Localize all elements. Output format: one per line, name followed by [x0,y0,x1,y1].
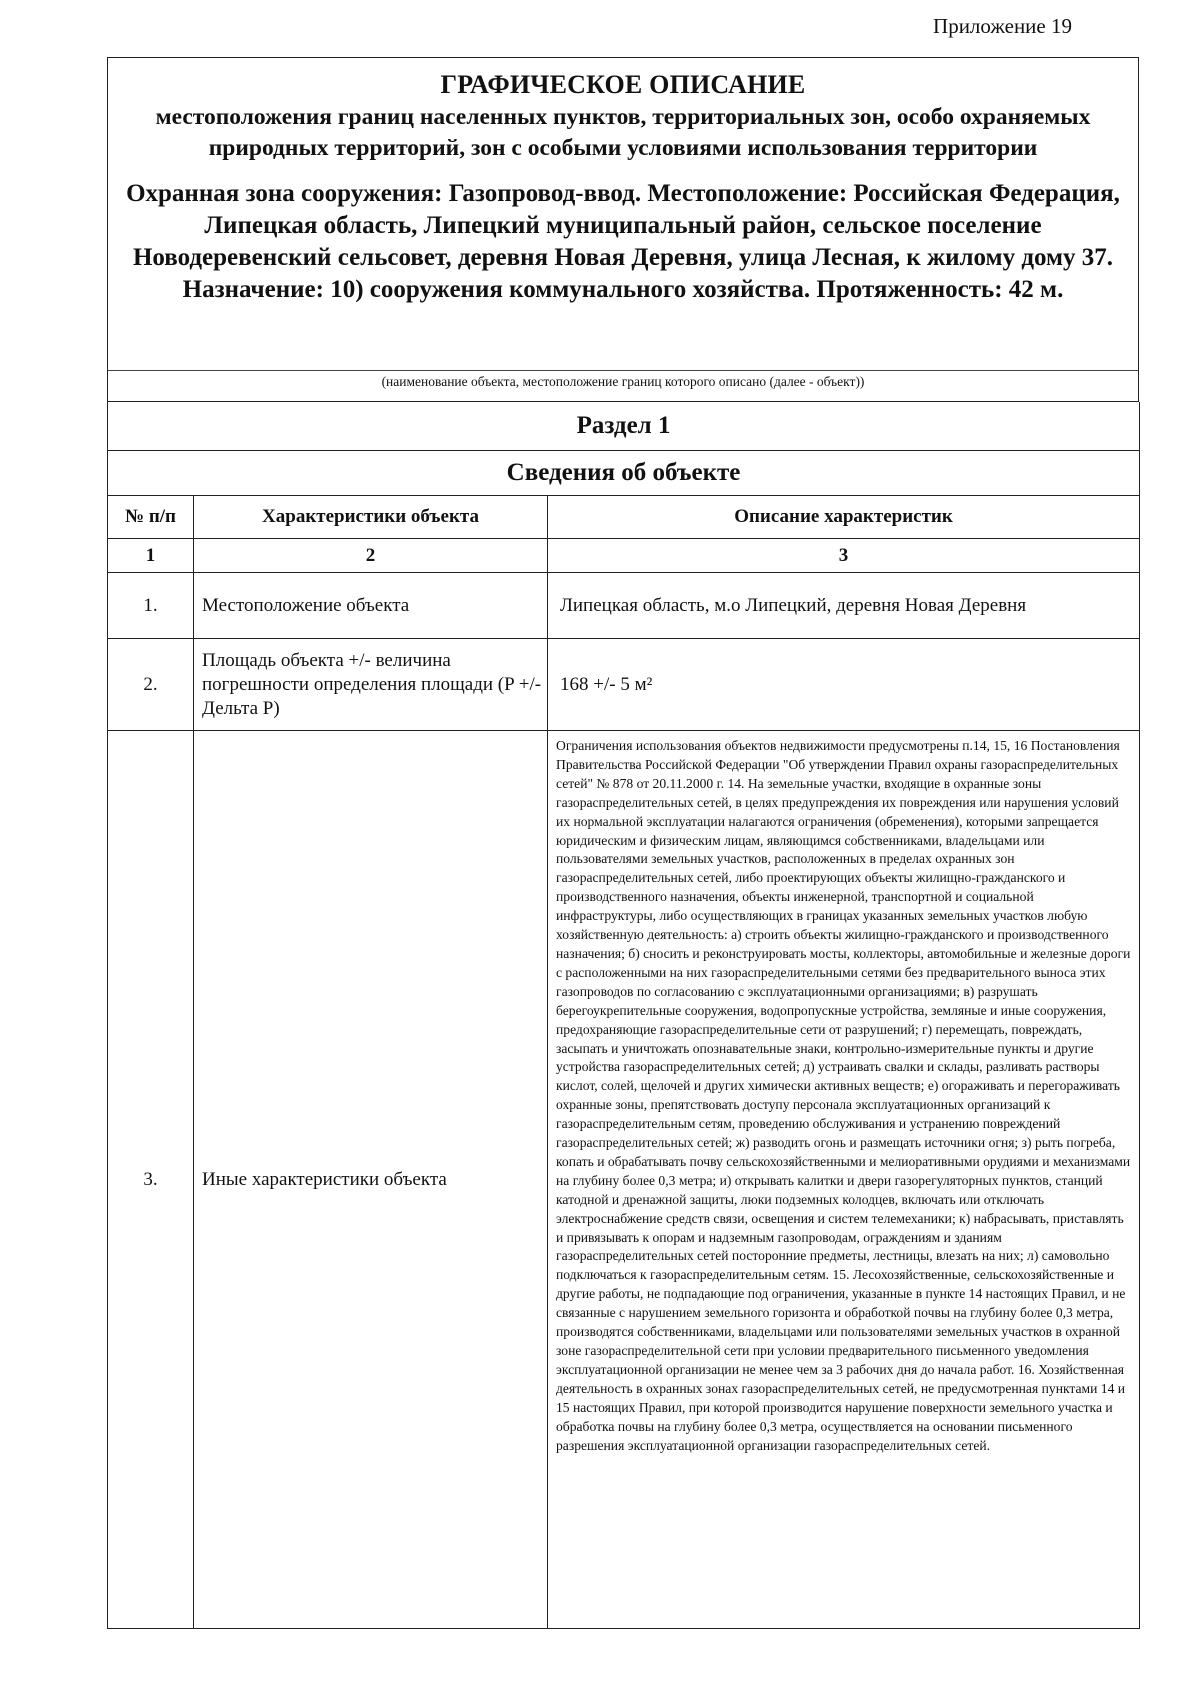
object-info-table [107,402,1140,1629]
appendix-label: Приложение 19 [933,14,1072,38]
row-label: Местоположение объекта [194,573,548,639]
table-row [108,573,1140,639]
section-title: Раздел 1 [108,402,1140,451]
row-number: 2. [108,639,194,731]
document-subtitle: местоположения границ населенных пунктов, территориальных зон, особо охраняемых природных территорий, зон с особыми условиями использования территории [155,104,1091,161]
document-frame [107,57,1139,1629]
object-caption: (наименование объекта, местоположение границ которого описано (далее - объект)) [381,374,865,389]
row-value: Ограничения использования объектов недвижимости предусмотрены п.14, 15, 16 Постановления Правительства Российской Федерации "Об утверждении Правил охраны газораспределительных сетей" № 878 от 20.11.2000 г. 14. На земельные участки, входящие в охранные зоны газораспределительных сетей, в целях предупреждения их повреждения или нарушения условий их нормальной эксплуатации налагаются ограничения (обременения), которыми запрещается юридическим и физическим лицам, являющимся собственниками, владельцами или пользователями земельных участков, расположенных в пределах охранных зон газораспределительных сетей, либо проектирующих объекты жилищно-гражданского и производственного назначения, объекты инженерной, транспортной и социальной инфраструктуры, либо осуществляющих в границах указанных земельных участков любую хозяйственную деятельность: а) строить объекты жилищно-гражданского и производственного назначения; б) сносить и реконструировать мосты, коллекторы, автомобильные и железные дороги с расположенными на них газораспределительными сетями без предварительного выноса этих газопроводов по согласованию с эксплуатационными организациями; в) разрушать берегоукрепительные сооружения, водопропускные устройства, земляные и иные сооружения, предохраняющие газораспределительные сети от разрушений; г) перемещать, повреждать, засыпать и уничтожать опознавательные знаки, контрольно-измерительные пункты и другие устройства газораспределительных сетей; д) устраивать свалки и склады, разливать растворы кислот, солей, щелочей и других химически активных веществ; е) огораживать и перегораживать охранные зоны, препятствовать доступу персонала эксплуатационных организаций к газораспределительным сетям, проведению обслуживания и устранению повреждений газораспределительных сетей; ж) разводить огонь и размещать источники огня; з) рыть погреба, копать и обрабатывать почву сельскохозяйственными и мелиоративными орудиями и механизмами на глубину более 0,3 метра; и) открывать калитки и двери газорегуляторных пунктов, станций катодной и дренажной защиты, люки подземных колодцев, включать или отключать электроснабжение средств связи, освещения и систем телемеханики; к) набрасывать, приставлять и привязывать к опорам и надземным газопроводам, ограждениям и зданиям газораспределительных сетей посторонние предметы, лестницы, влезать на них; л) самовольно подключаться к газораспределительным сетям. 15. Лесохозяйственные, сельскохозяйственные и другие работы, не подпадающие под ограничения, указанные в пункте 14 настоящих Правил, и не связанные с нарушением земельного горизонта и обработкой почвы на глубину более 0,3 метра, производятся собственниками, владельцами или пользователями земельных участков в охранной зоне газораспределительной сети при условии предварительного письменного уведомления эксплуатационной организации не менее чем за 3 рабочих дня до начала работ. 16. Хозяйственная деятельность в охранных зонах газораспределительных сетей, не предусмотренная пунктами 14 и 15 настоящих Правил, при которой производится нарушение поверхности земельного участка и обработка почвы на глубину более 0,3 метра, осуществляется на основании письменного разрешения эксплуатационной организации газораспределительных сетей. [548,731,1140,1629]
header-box [107,57,1139,402]
table-row [108,731,1140,1629]
document-title: ГРАФИЧЕСКОЕ ОПИСАНИЕ [440,70,806,99]
section-subtitle: Сведения об объекте [108,451,1140,496]
header-characteristic: Характеристики объекта [194,496,548,539]
header-number: № п/п [108,496,194,539]
row-value: Липецкая область, м.о Липецкий, деревня Новая Деревня [548,573,1140,639]
object-description: Охранная зона сооружения: Газопровод-ввод. Местоположение: Российская Федерация, Липецкая область, Липецкий муниципальный район, сельское поселение Новодеревенский сельсовет, деревня Новая Деревня, улица Лесная, к жилому дому 37. Назначение: 10) сооружения коммунального хозяйства. Протяженность: 42 м. [126,180,1120,303]
column-number-1: 1 [108,539,194,573]
row-label: Иные характеристики объекта [194,731,548,1629]
table-row [108,639,1140,731]
row-number: 1. [108,573,194,639]
header-description: Описание характеристик [548,496,1140,539]
caption-divider [108,370,1138,371]
row-label: Площадь объекта +/- величина погрешности определения площади (P +/- Дельта P) [194,639,548,731]
column-number-3: 3 [548,539,1140,573]
row-number: 3. [108,731,194,1629]
column-number-2: 2 [194,539,548,573]
row-value: 168 +/- 5 м² [548,639,1140,731]
